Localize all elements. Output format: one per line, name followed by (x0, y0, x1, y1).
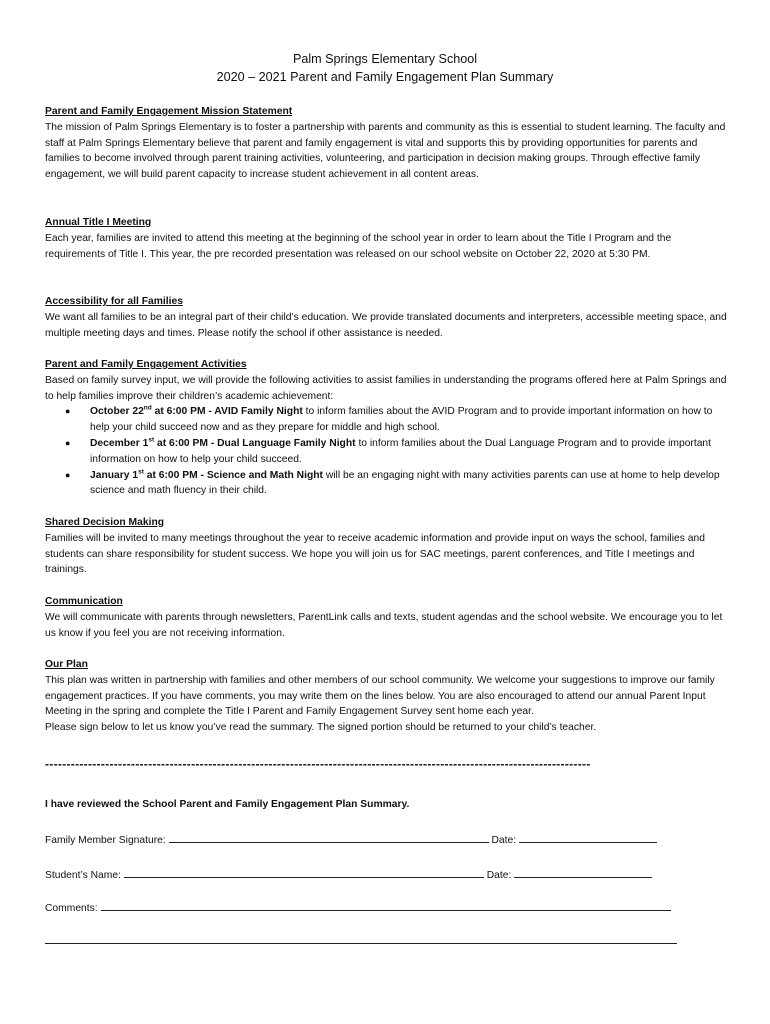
cut-line: ------------------------------------------------------------------------------------------------------------------------------- (45, 757, 591, 771)
event-description: to inform families about the Dual Language Program and to provide important information on how to help your child succeed. (90, 437, 712, 465)
event-title: at 6:00 PM - AVID Family Night (151, 406, 303, 418)
our-plan-section (45, 657, 727, 736)
title-meeting-section (45, 215, 727, 262)
comments-label: Comments: (45, 903, 98, 914)
our-plan-body: This plan was written in partnership with families and other members of our school community. We welcome your suggestions to improve our family engagement practices. If you have comments, you may write them on the lines below. You are also encouraged to attend our annual Parent Input Meeting in the spring and complete the Title I Parent and Family Engagement Survey sent home each year. (45, 674, 715, 718)
list-item (90, 404, 727, 436)
title-meeting-heading: Annual Title I Meeting (45, 217, 152, 228)
list-item (90, 436, 727, 468)
student-name-row (45, 866, 727, 884)
title-meeting-body: Each year, families are invited to attend this meeting at the beginning of the school year in order to learn about the Title I Program and the requirements of Title I. This year, the pre recorded presentation was released on our school website on October 22, 2020 at 5:30 PM. (45, 232, 672, 260)
event-date: January 1 (90, 469, 139, 481)
date-suffix: st (148, 436, 155, 444)
shared-decision-heading: Shared Decision Making (45, 517, 165, 528)
date-suffix: st (138, 468, 144, 476)
school-name: Palm Springs Elementary School (292, 52, 478, 66)
activities-intro: Based on family survey input, we will provide the following activities to assist families in understanding the programs offered here at Palm Springs and to help families improve their children’s academic achievement: (45, 374, 727, 402)
activities-section (45, 357, 727, 499)
date-label-2: Date: (486, 870, 512, 881)
mission-body: The mission of Palm Springs Elementary is to foster a partnership with parents and community as this is essential to student learning. The faculty and staff at Palm Springs Elementary believe that parent and family engagement is vital and supports this by providing opportunities for parents and families to become involved through parent training activities, volunteering, and participation in decision making groups. Through effective family engagement, we will build parent capacity to increase student achievement in all content areas. (45, 121, 726, 181)
communication-heading: Communication (45, 596, 123, 607)
activities-heading: Parent and Family Engagement Activities (45, 359, 247, 370)
event-description: will be an engaging night with many activities parents can use at home to help develop science and math fluency in their child. (90, 469, 720, 497)
communication-body: We will communicate with parents through newsletters, ParentLink calls and texts, student agendas and the school website. We encourage you to let us know if you feel you are not receiving information. (45, 611, 723, 639)
plan-title: 2020 – 2021 Parent and Family Engagement Plan Summary (216, 70, 554, 84)
event-date: December 1 (90, 437, 149, 449)
comments-row-2 (45, 932, 727, 950)
mission-section (45, 104, 727, 183)
comments-field-2[interactable] (45, 932, 677, 944)
family-signature-field[interactable] (169, 831, 489, 843)
event-date: October 22 (90, 406, 144, 418)
date-field-2[interactable] (514, 866, 652, 878)
event-title: at 6:00 PM - Science and Math Night (143, 469, 323, 481)
accessibility-section (45, 294, 727, 341)
our-plan-heading: Our Plan (45, 659, 88, 670)
activities-list (45, 404, 727, 499)
date-suffix: nd (143, 404, 152, 412)
document-title (0, 50, 770, 86)
date-label: Date: (491, 835, 517, 846)
comments-row (45, 899, 727, 917)
event-title: at 6:00 PM - Dual Language Family Night (154, 437, 356, 449)
comments-field[interactable] (101, 899, 671, 911)
sign-note: Please sign below to let us know you’ve read the summary. The signed portion should be returned to your child’s teacher. (45, 722, 597, 734)
date-field[interactable] (519, 831, 657, 843)
family-signature-row (45, 831, 727, 849)
event-description: to inform families about the AVID Program and to provide important information on how to help your child succeed now and as they prepare for middle and high school. (90, 406, 713, 434)
student-name-label: Student’s Name: (45, 870, 121, 881)
list-item (90, 468, 727, 500)
shared-decision-section (45, 515, 727, 578)
mission-heading: Parent and Family Engagement Mission Statement (45, 106, 293, 117)
shared-decision-body: Families will be invited to many meetings throughout the year to receive academic information and provide input on ways the school, families and students can share responsibility for student success. We hope you will join us for SAC meetings, parent conferences, and Title I meetings and trainings. (45, 532, 705, 576)
student-name-field[interactable] (124, 866, 484, 878)
communication-section (45, 594, 727, 641)
accessibility-body: We want all families to be an integral part of their child’s education. We provide translated documents and interpreters, accessible meeting space, and multiple meeting days and times. Please notify the school if other assistance is needed. (45, 311, 727, 339)
family-signature-label: Family Member Signature: (45, 835, 166, 846)
accessibility-heading: Accessibility for all Families (45, 296, 183, 307)
review-statement: I have reviewed the School Parent and Family Engagement Plan Summary. (45, 799, 410, 810)
